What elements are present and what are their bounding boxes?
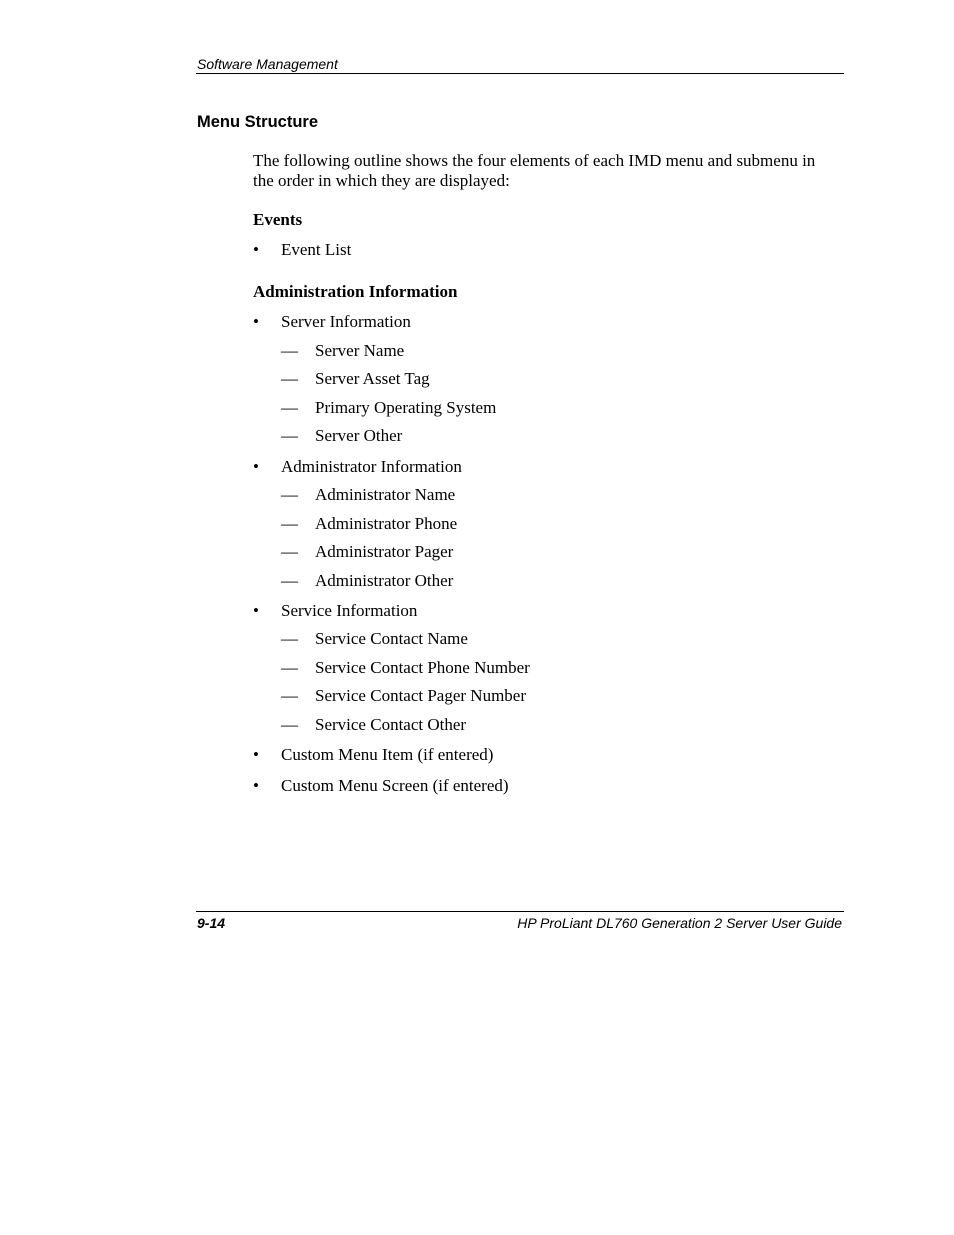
intro-paragraph: The following outline shows the four elements of each IMD menu and submenu in the order in which they are displayed: [253, 151, 816, 190]
page-number: 9-14 [197, 915, 226, 931]
dash-icon: — [281, 686, 298, 705]
bullet-icon: • [253, 745, 259, 764]
admin-heading: Administration Information [253, 282, 458, 301]
dash-icon: — [281, 341, 298, 360]
dash-icon: — [281, 426, 298, 445]
dash-icon: — [281, 369, 298, 388]
bullet-icon: • [253, 776, 259, 795]
footer-rule [196, 911, 844, 912]
list-item-label: Service Information [281, 601, 418, 620]
dash-icon: — [281, 514, 298, 533]
sub-list-item-label: Service Contact Pager Number [315, 686, 527, 705]
bullet-icon: • [253, 240, 259, 259]
dash-icon: — [281, 542, 298, 561]
events-heading: Events [253, 210, 303, 229]
dash-icon: — [281, 571, 298, 590]
sub-list-item-label: Server Asset Tag [315, 369, 430, 388]
dash-icon: — [281, 715, 298, 734]
list-item-label: Custom Menu Item (if entered) [281, 745, 494, 764]
section-title: Menu Structure [197, 113, 319, 131]
bullet-icon: • [253, 601, 259, 620]
sub-list-item-label: Administrator Other [315, 571, 454, 590]
list-item-label: Custom Menu Screen (if entered) [281, 776, 509, 795]
sub-list-item-label: Administrator Pager [315, 542, 454, 561]
footer-doc-title: HP ProLiant DL760 Generation 2 Server User Guide [517, 915, 842, 931]
sub-list-item-label: Service Contact Other [315, 715, 467, 734]
list-item-label: Event List [281, 240, 352, 259]
dash-icon: — [281, 485, 298, 504]
bullet-icon: • [253, 312, 259, 331]
sub-list-item-label: Administrator Name [315, 485, 456, 504]
sub-list-item-label: Service Contact Name [315, 629, 468, 648]
dash-icon: — [281, 658, 298, 677]
bullet-icon: • [253, 457, 259, 476]
dash-icon: — [281, 629, 298, 648]
sub-list-item-label: Administrator Phone [315, 514, 458, 533]
sub-list-item-label: Service Contact Phone Number [315, 658, 530, 677]
list-item-label: Server Information [281, 312, 411, 331]
running-header: Software Management [197, 56, 338, 72]
sub-list-item-label: Primary Operating System [315, 398, 497, 417]
sub-list-item-label: Server Name [315, 341, 405, 360]
header-rule [196, 73, 844, 74]
sub-list-item-label: Server Other [315, 426, 403, 445]
list-item-label: Administrator Information [281, 457, 462, 476]
dash-icon: — [281, 398, 298, 417]
